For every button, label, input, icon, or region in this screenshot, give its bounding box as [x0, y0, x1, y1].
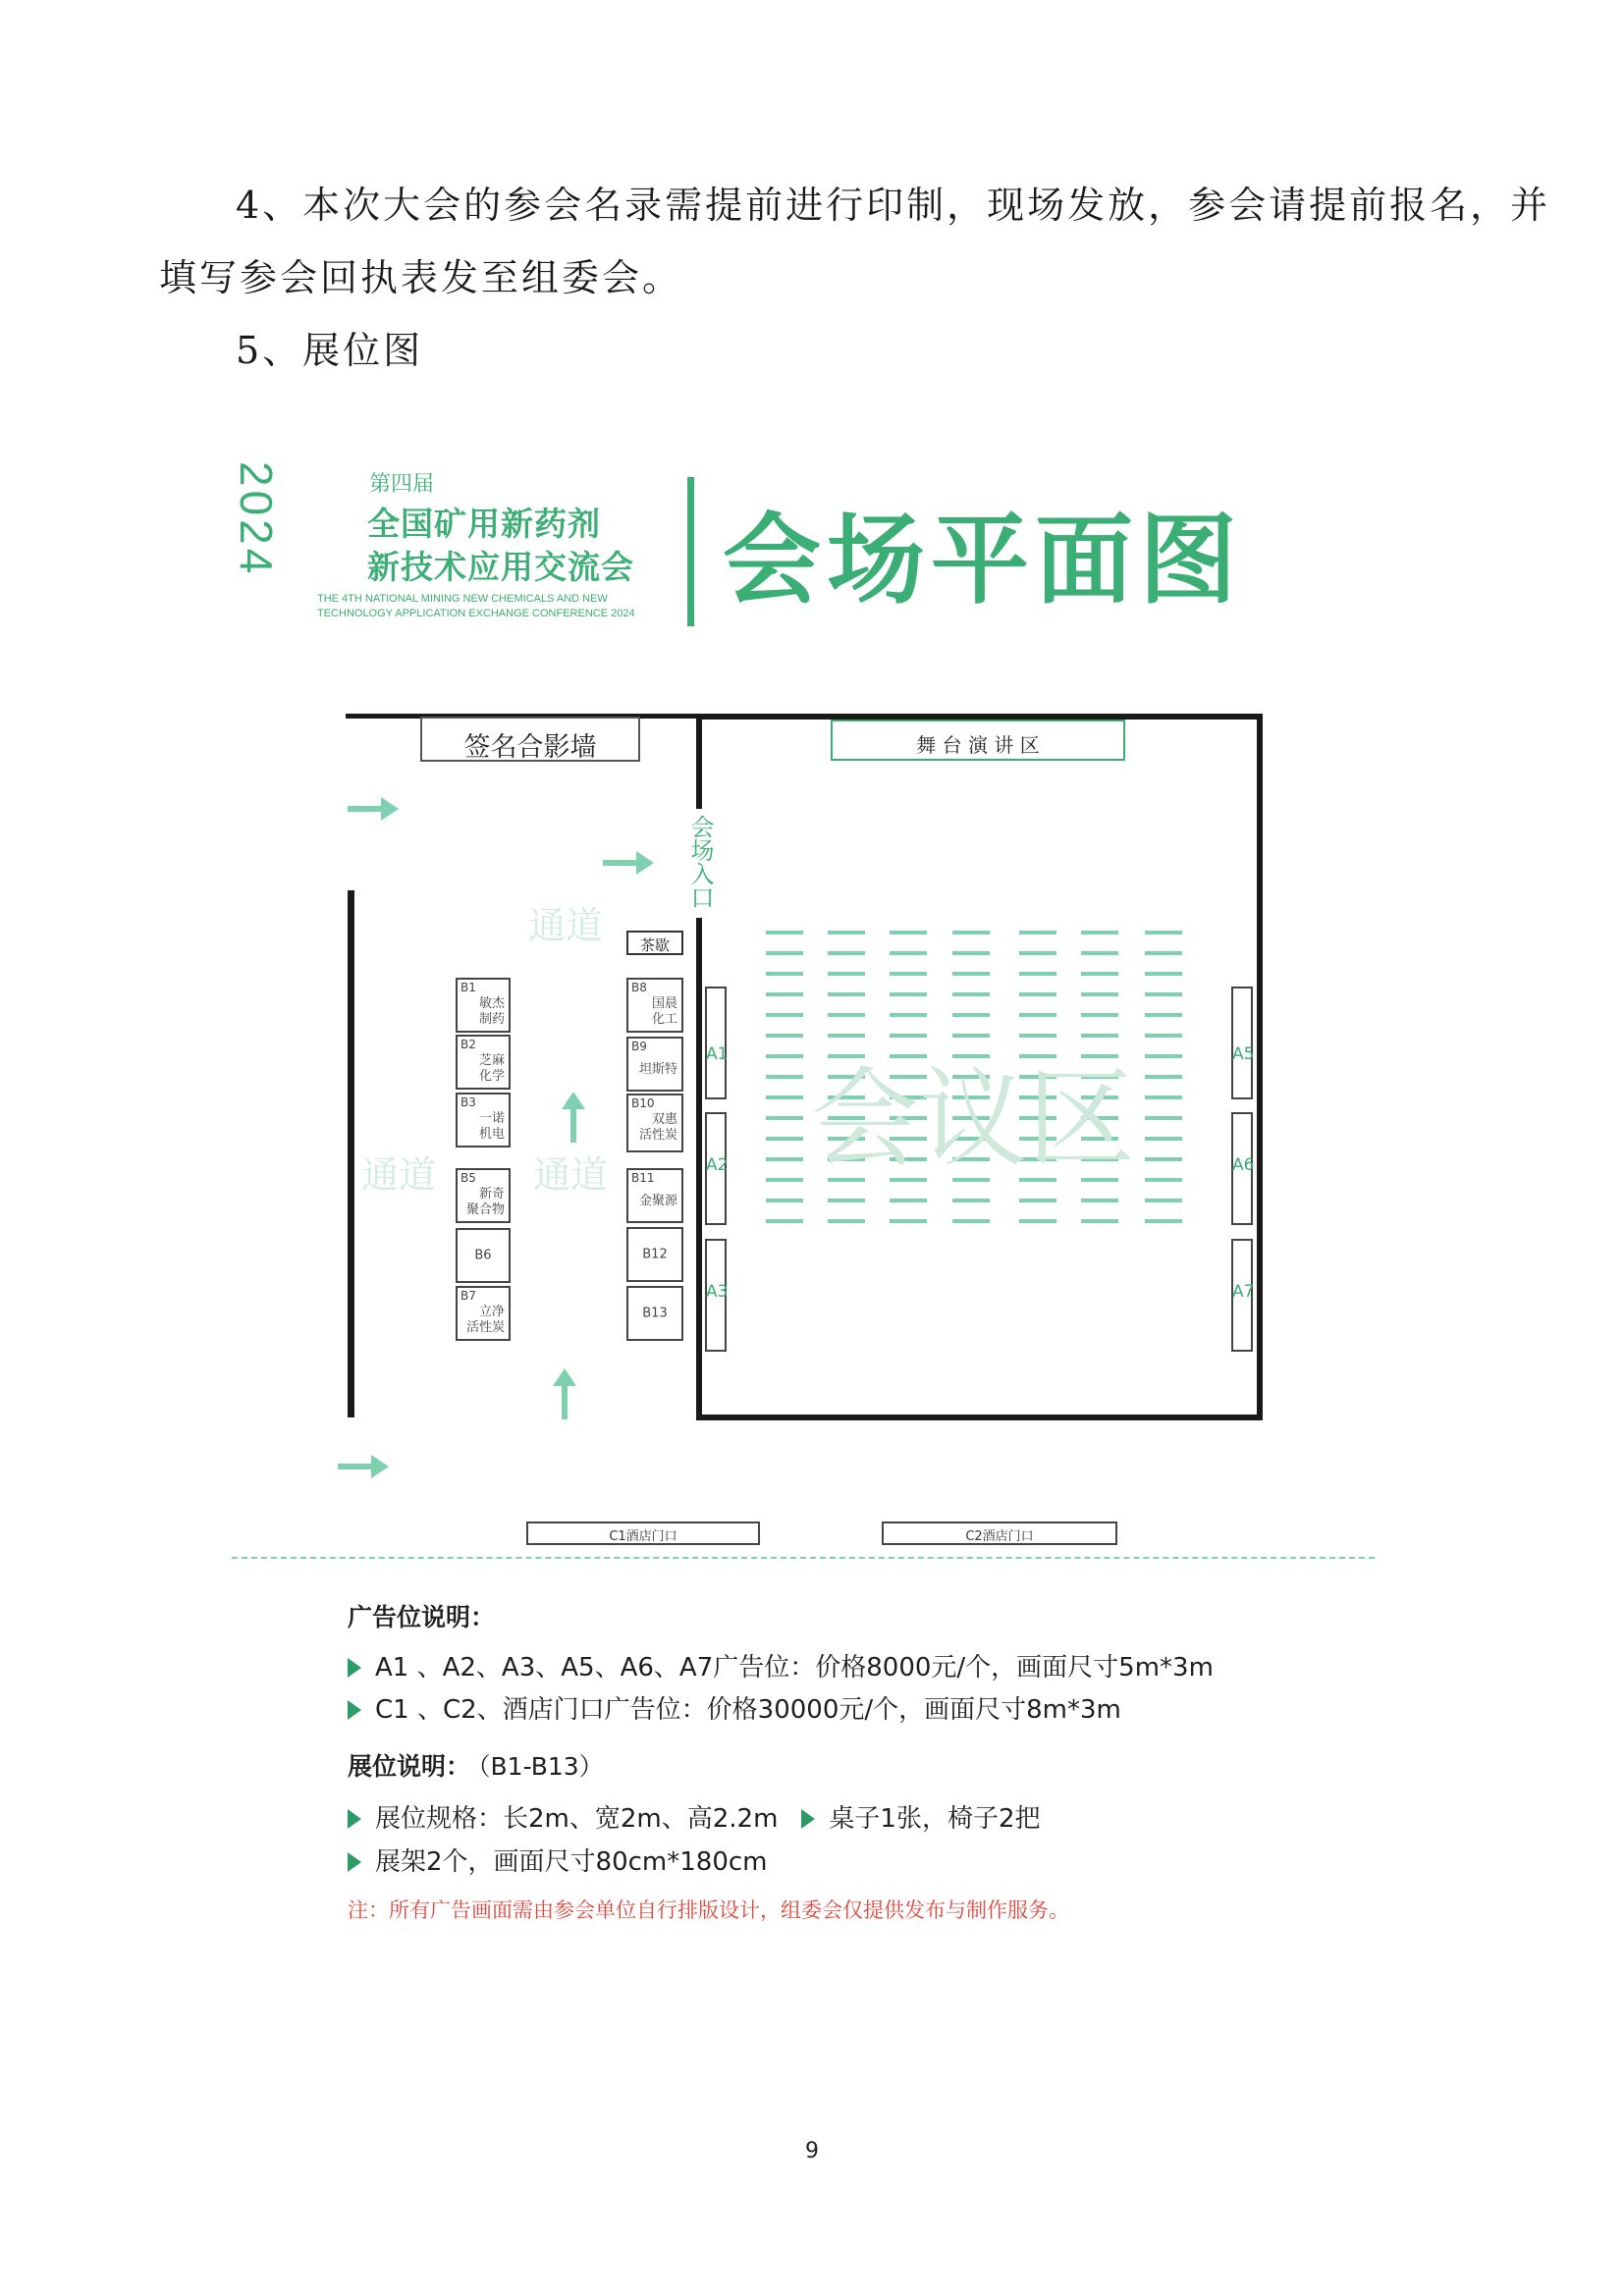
seat-row — [828, 1219, 865, 1223]
signature-wall-label: 签名合影墙 — [463, 732, 597, 763]
banner-english-line-2: TECHNOLOGY APPLICATION EXCHANGE CONFERENCE 2024 — [317, 608, 635, 619]
booth-b12 — [626, 1227, 683, 1282]
booth-code: B12 — [642, 1247, 668, 1262]
seat-row — [766, 951, 803, 955]
seat-row — [1145, 1116, 1182, 1120]
booth-code: B7 — [460, 1289, 476, 1303]
booth-b5 — [456, 1168, 511, 1223]
booth-code: B9 — [631, 1040, 647, 1053]
seat-row — [1081, 972, 1118, 976]
arrow-up-icon — [562, 1092, 585, 1143]
booth-code: B3 — [460, 1095, 476, 1109]
ad-panel-a5 — [1231, 987, 1253, 1099]
booth-code: B8 — [631, 981, 647, 994]
seat-row — [766, 1054, 803, 1058]
seat-row — [1145, 1157, 1182, 1161]
aisle-label-center: 通道 — [533, 1153, 609, 1197]
seat-row — [766, 1034, 803, 1038]
booth-name-line-1: 立净 — [478, 1305, 505, 1319]
seat-row — [1145, 1219, 1182, 1223]
seat-row — [1081, 1219, 1118, 1223]
hall-wall-lower — [696, 918, 702, 1420]
door-c1 — [526, 1522, 760, 1545]
ad-label-a2: A2 — [706, 1155, 729, 1175]
seat-row — [1145, 1199, 1182, 1202]
seat-row — [890, 992, 927, 996]
seat-row — [1081, 931, 1118, 934]
seat-row — [766, 931, 803, 934]
seat-row — [952, 1199, 990, 1202]
stage-label: 舞 台 演 讲 区 — [916, 733, 1040, 757]
banner-english-line-1: THE 4TH NATIONAL MINING NEW CHEMICALS AND NEW — [317, 593, 608, 605]
ad-legend-item-2 — [348, 1689, 1121, 1726]
seat-row — [766, 1013, 803, 1017]
seat-row — [952, 951, 990, 955]
meeting-area-label: 会议区 — [811, 1056, 1135, 1182]
seat-row — [766, 992, 803, 996]
booth-legend-item-1 — [348, 1798, 1041, 1835]
booth-b1 — [456, 978, 511, 1033]
ad-legend-item-2-text: C1 、C2、酒店门口广告位：价格30000元/个，画面尺寸8m*3m — [375, 1695, 1121, 1725]
booth-b11 — [626, 1168, 683, 1223]
booth-name-line-1: 敏杰 — [478, 996, 505, 1011]
triangle-bullet-icon — [348, 1700, 361, 1720]
booth-code: B10 — [631, 1096, 655, 1110]
booth-name-line-2: 机电 — [478, 1127, 505, 1142]
left-wall — [348, 890, 354, 1417]
seat-row — [1081, 951, 1118, 955]
seat-row — [828, 992, 865, 996]
booth-name-line-1: 双惠 — [651, 1112, 677, 1127]
booth-b9 — [626, 1037, 683, 1092]
banner-edition: 第四届 — [369, 472, 435, 497]
ad-label-a3: A3 — [706, 1282, 729, 1302]
entrance-label: 会场入口 — [686, 815, 714, 909]
banner-title-line-1: 全国矿用新药剂 — [367, 505, 601, 543]
booth-b10 — [626, 1094, 683, 1152]
seat-row — [1145, 1095, 1182, 1099]
seat-row — [1019, 1013, 1056, 1017]
booth-name-line-2: 聚合物 — [465, 1202, 505, 1217]
aisle-label-top: 通道 — [528, 904, 604, 947]
triangle-bullet-icon — [348, 1658, 361, 1678]
hall-wall-upper — [696, 714, 702, 809]
signature-wall — [420, 717, 640, 762]
booth-code: B11 — [631, 1171, 655, 1185]
seat-row — [766, 1157, 803, 1161]
booth-name-line-2: 制药 — [478, 1012, 505, 1027]
page-number: 9 — [805, 2139, 819, 2163]
seat-row — [1145, 1075, 1182, 1079]
seat-row — [1019, 992, 1056, 996]
seat-row — [1019, 1219, 1056, 1223]
seat-row — [1019, 1199, 1056, 1202]
booth-code: B5 — [460, 1171, 476, 1185]
seat-row — [766, 1075, 803, 1079]
ad-label-a6: A6 — [1232, 1155, 1255, 1175]
triangle-bullet-icon — [348, 1852, 361, 1872]
banner-divider — [687, 477, 694, 626]
booth-b7 — [456, 1286, 511, 1341]
seat-row — [890, 951, 927, 955]
door-c2 — [882, 1522, 1117, 1545]
seat-row — [828, 951, 865, 955]
seat-row — [1145, 951, 1182, 955]
banner-year: 2024 — [231, 461, 282, 578]
paragraph-5-heading: 5、展位图 — [236, 329, 424, 372]
arrow-right-icon — [338, 1455, 389, 1478]
ad-label-a1: A1 — [706, 1044, 729, 1064]
seat-row — [1145, 972, 1182, 976]
seat-row — [1145, 1137, 1182, 1141]
seat-row — [1145, 992, 1182, 996]
seat-row — [890, 1219, 927, 1223]
tea-break — [626, 931, 683, 955]
seat-row — [890, 972, 927, 976]
banner-title-line-2: 新技术应用交流会 — [367, 548, 634, 586]
seat-row — [828, 1013, 865, 1017]
booth-b3 — [456, 1093, 511, 1148]
booth-name-line-1: 新奇 — [478, 1187, 505, 1201]
seat-row — [952, 1219, 990, 1223]
booth-b13 — [626, 1286, 683, 1341]
arrow-right-icon — [603, 851, 654, 875]
seat-row — [766, 1137, 803, 1141]
seat-row — [1081, 1199, 1118, 1202]
booth-b8 — [626, 978, 683, 1033]
door-c1-label: C1酒店门口 — [609, 1529, 677, 1544]
seat-row — [952, 931, 990, 934]
seat-row — [1081, 1013, 1118, 1017]
seat-row — [1145, 1013, 1182, 1017]
seat-row — [1019, 972, 1056, 976]
booth-name-line-1: 国晨 — [651, 996, 677, 1011]
seat-row — [952, 972, 990, 976]
booth-legend-item-1a-text: 展位规格：长2m、宽2m、高2.2m — [375, 1804, 779, 1834]
booth-legend-range: （B1-B13） — [478, 1752, 604, 1781]
arrow-up-icon — [553, 1368, 576, 1419]
booth-name-line-1: 芝麻 — [478, 1053, 505, 1068]
seat-row — [890, 1013, 927, 1017]
seat-row — [766, 1178, 803, 1182]
seat-row — [766, 972, 803, 976]
stage-area — [831, 720, 1125, 761]
seat-row — [952, 1013, 990, 1017]
seat-row — [828, 931, 865, 934]
seat-row — [1145, 931, 1182, 934]
hall-bottom-wall — [696, 1415, 1263, 1420]
floorplan-title: 会场平面图 — [723, 503, 1243, 617]
seat-row — [828, 1199, 865, 1202]
booth-code: B6 — [474, 1248, 492, 1263]
seat-row — [1145, 1034, 1182, 1038]
booth-legend-item-1b-text: 桌子1张，椅子2把 — [829, 1804, 1041, 1834]
seat-row — [952, 992, 990, 996]
booth-name-line-2: 化工 — [651, 1012, 677, 1027]
booth-name-line-1: 金聚源 — [638, 1194, 677, 1208]
ad-label-a5: A5 — [1232, 1044, 1255, 1064]
booth-code: B2 — [460, 1038, 476, 1051]
booth-name-line-2: 活性炭 — [465, 1320, 505, 1335]
seat-row — [890, 1199, 927, 1202]
ad-legend-heading: 广告位说明： — [348, 1603, 496, 1631]
ad-legend-item-1-text: A1 、A2、A3、A5、A6、A7广告位：价格8000元/个，画面尺寸5m*3m — [375, 1653, 1214, 1682]
seat-row — [1019, 951, 1056, 955]
seat-row — [766, 1095, 803, 1099]
triangle-bullet-icon — [801, 1809, 815, 1829]
booth-legend-item-2 — [348, 1842, 768, 1878]
booth-b2 — [456, 1035, 511, 1090]
booth-name-line-1: 一诺 — [478, 1111, 505, 1126]
booth-code: B13 — [642, 1306, 668, 1321]
triangle-bullet-icon — [348, 1809, 361, 1829]
booth-name-line-1: 坦斯特 — [638, 1062, 677, 1077]
booth-name-line-2: 化学 — [478, 1069, 505, 1084]
seat-row — [828, 972, 865, 976]
seat-row — [766, 1116, 803, 1120]
door-c2-label: C2酒店门口 — [965, 1529, 1034, 1544]
aisle-label-left: 通道 — [361, 1153, 437, 1197]
ad-panel-a1 — [705, 987, 727, 1099]
booth-b6 — [456, 1228, 511, 1283]
seat-row — [1019, 931, 1056, 934]
ad-legend-item-1 — [348, 1647, 1214, 1683]
paragraph-4-line-2: 填写参会回执表发至组委会。 — [159, 256, 683, 299]
booth-name-line-2: 活性炭 — [638, 1128, 677, 1143]
seat-row — [1081, 992, 1118, 996]
booth-legend-heading-text: 展位说明： — [348, 1752, 471, 1781]
seat-row — [766, 1219, 803, 1223]
hall-right-wall — [1257, 714, 1263, 1420]
legend-note: 注：所有广告画面需由参会单位自行排版设计，组委会仅提供发布与制作服务。 — [348, 1898, 1069, 1922]
arrow-right-icon — [348, 797, 399, 821]
tea-break-label: 茶歇 — [639, 936, 670, 954]
booth-legend-item-2-text: 展架2个，画面尺寸80cm*180cm — [375, 1847, 768, 1877]
seat-row — [766, 1199, 803, 1202]
booth-legend-heading — [348, 1747, 604, 1783]
dashed-divider — [232, 1557, 1375, 1559]
seat-row — [890, 931, 927, 934]
paragraph-4-line-1: 4、本次大会的参会名录需提前进行印制，现场发放，参会请提前报名，并 — [236, 184, 1551, 227]
ad-label-a7: A7 — [1232, 1282, 1255, 1302]
seat-row — [1145, 1178, 1182, 1182]
booth-code: B1 — [460, 981, 476, 994]
seat-row — [1145, 1054, 1182, 1058]
